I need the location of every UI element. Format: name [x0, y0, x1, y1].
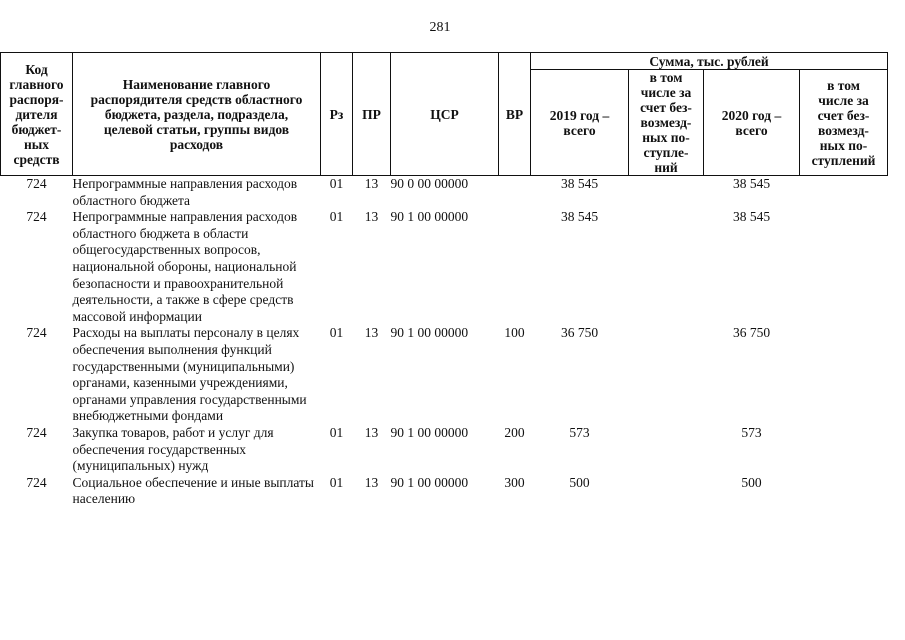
cell-2019-total: 500	[569, 474, 590, 490]
cell-2019-grants	[629, 325, 704, 425]
cell-2020-grants	[800, 209, 888, 325]
header-pr: ПР	[353, 53, 391, 176]
cell-2020-grants	[800, 425, 888, 475]
cell-pr: 13	[364, 474, 379, 490]
cell-name: Непрограммные направления расходов областного бюджета	[72, 176, 298, 208]
header-code: Код главного распоря- дителя бюджет- ных средств	[1, 53, 73, 176]
cell-2020-total: 38 545	[732, 209, 771, 225]
cell-pr: 13	[364, 209, 379, 225]
cell-2020-total: 500	[741, 474, 762, 490]
cell-pr: 13	[364, 424, 379, 440]
cell-2020-grants	[800, 475, 888, 508]
cell-2020-total: 36 750	[732, 325, 771, 341]
cell-2020-grants	[800, 176, 888, 210]
cell-vr	[499, 209, 531, 325]
header-sum-group: Сумма, тыс. рублей	[531, 53, 888, 70]
header-csr: ЦСР	[391, 53, 499, 176]
table-row	[1, 176, 888, 210]
cell-name: Социальное обеспечение и иные выплаты населению	[72, 474, 314, 507]
table-row	[1, 475, 888, 508]
header-rz: Рз	[321, 53, 353, 176]
page-number: 281	[429, 20, 451, 35]
cell-csr: 90 1 00 00000	[390, 325, 469, 341]
cell-code: 724	[26, 325, 47, 341]
cell-2019-total: 38 545	[560, 209, 599, 225]
cell-csr: 90 1 00 00000	[390, 474, 469, 490]
cell-2019-total: 573	[569, 424, 590, 440]
cell-name: Расходы на выплаты персоналу в целях обеспечения выполнения функций государственными (муниципальными) органами, казенными учреждениями, органами управления государственными внебюджетными фондами	[72, 325, 307, 424]
cell-2019-total: 36 750	[560, 325, 599, 341]
header-2019-grants: в том числе за счет без- возмезд- ных по- ступле- ний	[629, 70, 704, 176]
header-vr: ВР	[499, 53, 531, 176]
table-body	[1, 176, 888, 508]
header-2020-total: 2020 год – всего	[704, 70, 800, 176]
cell-2020-grants	[800, 325, 888, 425]
cell-rz: 01	[329, 325, 344, 341]
cell-2019-grants	[629, 475, 704, 508]
cell-code: 724	[26, 176, 47, 191]
cell-2020-total: 38 545	[732, 176, 771, 191]
header-2019-total: 2019 год – всего	[531, 70, 629, 176]
cell-vr: 100	[504, 325, 525, 341]
cell-csr: 90 1 00 00000	[390, 209, 469, 225]
cell-name: Непрограммные направления расходов областного бюджета в области общегосударственных вопросов, национальной обороны, национальной безопасности и правоохранительной деятельности, а также в сфере средств массовой информации	[72, 209, 298, 324]
table-row	[1, 209, 888, 325]
cell-pr: 13	[364, 176, 379, 191]
cell-pr: 13	[364, 325, 379, 341]
cell-csr: 90 0 00 00000	[390, 176, 469, 191]
table-row	[1, 325, 888, 425]
header-2020-grants: в том числе за счет без- возмезд- ных по- ступлений	[800, 70, 888, 176]
cell-vr: 300	[504, 474, 525, 490]
cell-name: Закупка товаров, работ и услуг для обеспечения государственных (муниципальных) нужд	[72, 424, 274, 474]
cell-2020-total: 573	[741, 424, 762, 440]
cell-csr: 90 1 00 00000	[390, 424, 469, 440]
cell-2019-total: 38 545	[560, 176, 599, 191]
budget-table	[0, 52, 888, 508]
cell-rz: 01	[329, 209, 344, 225]
cell-rz: 01	[329, 474, 344, 490]
header-name: Наименование главного распорядителя средств областного бюджета, раздела, подраздела, целевой статьи, группы видов расходов	[73, 53, 321, 176]
table-row	[1, 425, 888, 475]
cell-code: 724	[26, 424, 47, 440]
cell-rz: 01	[329, 176, 344, 191]
cell-2019-grants	[629, 209, 704, 325]
cell-vr	[499, 176, 531, 210]
table-header	[1, 53, 888, 176]
cell-code: 724	[26, 474, 47, 490]
cell-vr: 200	[504, 424, 525, 440]
cell-code: 724	[26, 209, 47, 225]
cell-rz: 01	[329, 424, 344, 440]
cell-2019-grants	[629, 176, 704, 210]
cell-2019-grants	[629, 425, 704, 475]
